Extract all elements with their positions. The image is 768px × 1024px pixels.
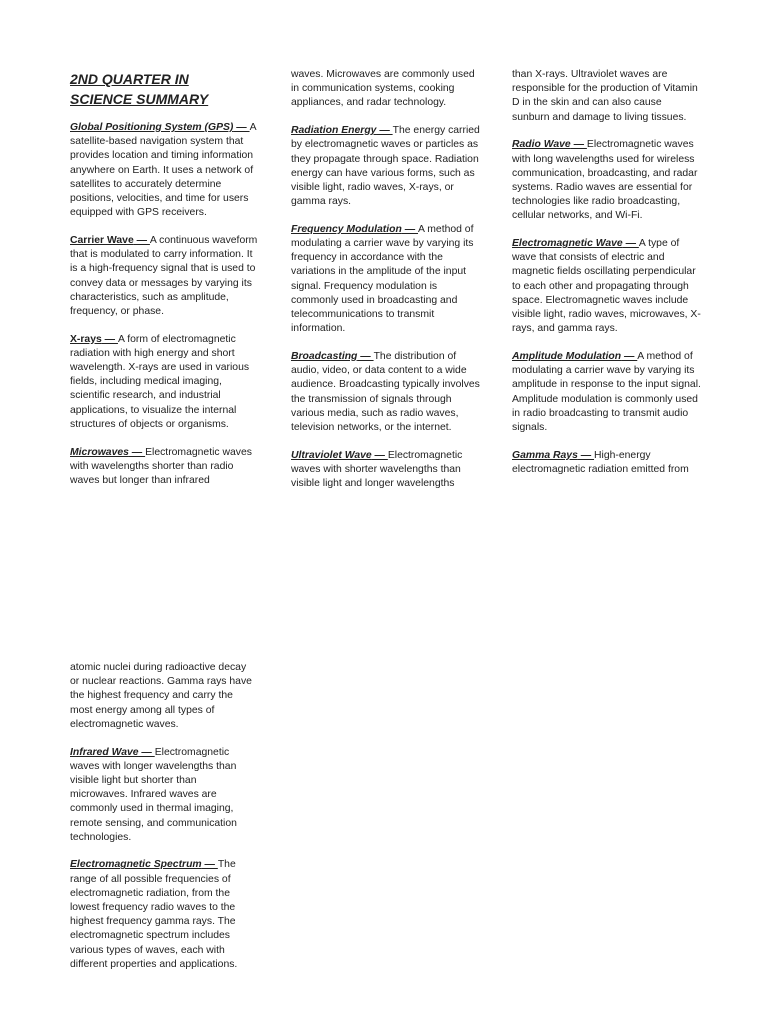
glossary-definition: Electromagnetic waves with shorter wavelengths than visible light and longer wavelengths	[291, 449, 463, 490]
column-2	[291, 68, 481, 505]
glossary-definition: Electromagnetic waves with wavelengths shorter than radio waves but longer than infrared	[70, 446, 252, 486]
glossary-entry	[70, 858, 256, 972]
term-dash: —	[138, 746, 155, 758]
term-dash: —	[201, 859, 218, 871]
glossary-term-label: Electromagnetic Wave	[512, 238, 623, 250]
term-dash: —	[621, 350, 638, 362]
term-dash: —	[128, 446, 146, 458]
term-dash: —	[376, 125, 393, 137]
glossary-definition: Electromagnetic waves with long wavelengths used for wireless communication, broadcasting, and radar systems. Radio waves are essential for technologies like radio broadcasting, cellular networks, and Wi-Fi.	[512, 139, 698, 222]
glossary-entry	[70, 234, 262, 319]
glossary-term	[70, 334, 118, 345]
term-dash: —	[371, 449, 388, 461]
glossary-definition: Electromagnetic waves with longer wavelengths than visible light but shorter than microwaves. Infrared waves are commonly used in thermal imaging, remote sensing, and communication technologies.	[70, 746, 237, 843]
glossary-entry	[291, 124, 481, 209]
term-dash: —	[577, 449, 595, 461]
glossary-definition: High-energy electromagnetic radiation emitted from	[512, 449, 689, 475]
glossary-term-label: Broadcasting	[291, 350, 358, 362]
glossary-entry	[291, 449, 481, 492]
glossary-term	[70, 235, 150, 246]
glossary-definition: A method of modulating a carrier wave by varying its amplitude in response to the input signal. Amplitude modulation is commonly used in radio broadcasting to transmit audio signals.	[512, 350, 701, 433]
glossary-term-label: Carrier Wave	[70, 234, 134, 246]
continuation-text: than X-rays. Ultraviolet waves are responsible for the production of Vitamin D in the skin and can also cause sunburn and damage to living tissues.	[512, 69, 698, 123]
continuation-text: waves. Microwaves are commonly used in communication systems, cooking appliances, and radar technology.	[291, 69, 475, 109]
glossary-term	[512, 238, 639, 249]
title-line-1: 2ND QUARTER IN	[70, 71, 189, 87]
glossary-term	[291, 450, 388, 461]
glossary-term	[291, 125, 393, 136]
glossary-entry	[512, 449, 702, 477]
glossary-entry	[70, 446, 262, 489]
glossary-term-label: Frequency Modulation	[291, 223, 402, 235]
column-1	[70, 69, 262, 502]
glossary-definition: A type of wave that consists of electric and magnetic fields oscillating perpendicular to each other and propagating through space. Electromagnetic waves include visible light, radio waves, microwaves, X-rays, and gamma rays.	[512, 238, 701, 335]
glossary-term	[512, 450, 594, 461]
term-dash: —	[133, 234, 150, 246]
glossary-definition: A method of modulating a carrier wave by varying its frequency in accordance with the variations in the amplitude of the input signal. Frequency modulation is commonly used in broadcasting and telecommunications to transmit information.	[291, 223, 474, 335]
glossary-definition: The distribution of audio, video, or data content to a wide audience. Broadcasting typically involves the transmission of signals through various media, such as radio waves, television networks, or the internet.	[291, 350, 480, 433]
glossary-definition: The range of all possible frequencies of electromagnetic radiation, from the lowest frequency radio waves to the highest frequency gamma rays. The electromagnetic spectrum includes various types of waves, each with different properties and applications.	[70, 859, 238, 970]
column-1-entries	[70, 121, 262, 488]
glossary-entry	[70, 333, 262, 432]
glossary-term-label: Radiation Energy	[291, 125, 377, 137]
glossary-term-label: Microwaves	[70, 446, 129, 458]
column-4-entries	[70, 746, 256, 973]
glossary-term-label: Radio Wave	[512, 139, 571, 151]
term-dash: —	[357, 350, 374, 362]
glossary-term-label: Amplitude Modulation	[512, 350, 622, 362]
glossary-term	[291, 351, 374, 362]
glossary-term-label: Infrared Wave	[70, 746, 139, 758]
glossary-definition: A form of electromagnetic radiation with high energy and short wavelength. X-rays are used in various fields, including medical imaging, scientific research, and industrial applications, to visualize the internal structures of objects or organisms.	[70, 333, 250, 430]
column-3-entries	[512, 138, 702, 477]
glossary-definition: A continuous waveform that is modulated to carry information. It is a high-frequency signal that is used to convey data or messages by varying its characteristics, such as amplitude, frequency, or phase.	[70, 234, 258, 317]
glossary-term	[70, 447, 145, 458]
glossary-definition: A satellite-based navigation system that provides location and timing information anywhere on Earth. It uses a network of satellites to accurately determine positions, velocities, and time for users equipped with GPS receivers.	[70, 122, 256, 219]
glossary-definition: The energy carried by electromagnetic waves or particles as they propagate through space. Radiation energy can have various forms, such as visible light, radio waves, X-rays, or gamma rays.	[291, 125, 480, 208]
glossary-term	[70, 859, 218, 870]
glossary-entry	[291, 223, 481, 337]
term-dash: —	[233, 122, 250, 133]
term-dash: —	[401, 223, 419, 235]
column-4	[70, 661, 256, 986]
term-dash: —	[622, 238, 639, 250]
glossary-entry	[512, 237, 702, 336]
glossary-term-label: X-rays	[70, 333, 102, 345]
glossary-term-label: Electromagnetic Spectrum	[70, 859, 202, 871]
column-2-entries	[291, 124, 481, 491]
glossary-term-label: Global Positioning System (GPS)	[70, 122, 234, 133]
glossary-entry	[70, 746, 256, 845]
continuation-text: atomic nuclei during radioactive decay or nuclear reactions. Gamma rays have the highest frequency and carry the most energy among all types of electromagnetic waves.	[70, 662, 252, 730]
glossary-entry	[512, 138, 702, 223]
title-line-2: SCIENCE SUMMARY	[70, 91, 209, 107]
glossary-term-label: Ultraviolet Wave	[291, 449, 372, 461]
term-dash: —	[570, 139, 587, 151]
term-dash: —	[101, 333, 118, 345]
glossary-entry	[291, 350, 481, 435]
glossary-term-label: Gamma Rays	[512, 449, 578, 461]
page-title	[70, 69, 262, 109]
glossary-entry	[512, 350, 702, 435]
glossary-term	[512, 139, 587, 150]
glossary-entry	[70, 121, 262, 220]
column-3	[512, 68, 702, 491]
glossary-term	[70, 122, 250, 133]
glossary-term	[70, 747, 155, 758]
glossary-term	[291, 224, 418, 235]
glossary-term	[512, 351, 637, 362]
